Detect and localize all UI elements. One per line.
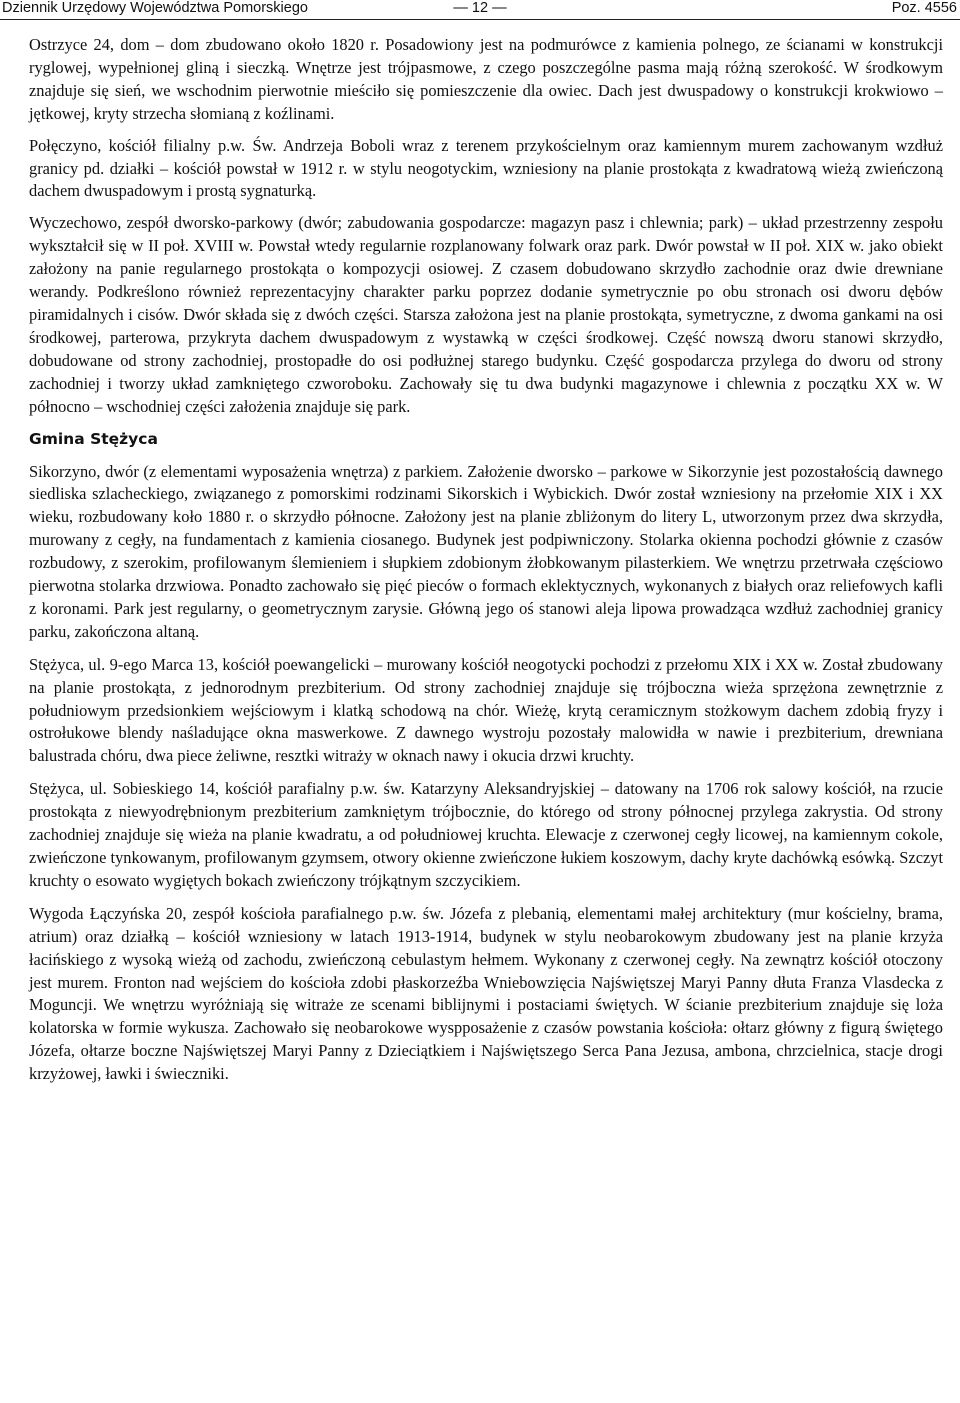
paragraph-wygoda-laczynska: Wygoda Łączyńska 20, zespół kościoła parafialnego p.w. św. Józefa z plebanią, elementami małej architektury (mur kościelny, brama, atrium) oraz działką – kościół wzniesiony w latach 1913-1914, budynek w stylu neobarokowym zbudowany jest na planie krzyża łacińskiego z wysoką wieżą od zachodu, zwieńczoną cebulastym hełmem. Wykonany z czerwonej cegły. Na zewnątrz kościół otoczony jest murem. Fronton nad wejściem do kościoła zdobi płaskorzeźba Wniebowzięcia Najświętszej Maryi Panny dłuta Franza Vlasdecka z Moguncji. We wnętrzu wyróżniają się witraże ze scenami biblijnymi i postaciami świętych. W ścianie prezbiterium znajduje się loża kolatorska w formie wykusza. Zachowało się neobarokowe wyspposażenie z czasów powstania kościoła: ołtarz główny z figurą świętego Józefa, ołtarze boczne Najświętszej Maryi Panny z Dzieciątkiem i Najświętszego Serca Pana Jezusa, ambona, chrzcielnica, stacje drogi krzyżowej, ławki i świeczniki. (29, 903, 943, 1084)
header-rule (0, 19, 960, 20)
position-number: Poz. 4556 (891, 0, 957, 16)
page-header (0, 0, 960, 22)
paragraph-stezyca-sobieskiego: Stężyca, ul. Sobieskiego 14, kościół parafialny p.w. św. Katarzyny Aleksandryjskiej – datowany na 1706 rok salowy kościół, na rzucie prostokąta z niewyodrębnionym prezbiterium zamkniętym trójbocznie, do którego od strony północnej przylega zakrystia. Od strony zachodniej znajduje się wieża na planie kwadratu, a od południowej kruchta. Elewacje z czerwonej cegły licowej, na kamiennym cokole, zwieńczone tynkowanym, profilowanym gzymsem, otwory okienne zwieńczone łukiem koszowym, dachy kryte dachówką esówką. Szczyt kruchty o esowato wygiętych bokach zwieńczony trójkątnym szczycikiem. (29, 779, 943, 890)
paragraph-ostrzyce: Ostrzyce 24, dom – dom zbudowano około 1820 r. Posadowiony jest na podmurówce z kamienia polnego, ze ścianami w konstrukcji ryglowej, wypełnionej gliną i sieczką. Wnętrze jest trójpasmowe, z czego poszczególne pasma mają różną szerokość. W środkowym znajduje się sień, we wschodnim pierwotnie mieściło się pomieszczenie dla owiec. Dach jest dwuspadowy o konstrukcji krokwiowo – jętkowej, kryty strzecha słomianą z koźlinami. (29, 35, 943, 123)
paragraph-stezyca-9-marca: Stężyca, ul. 9-ego Marca 13, kościół poewangelicki – murowany kościół neogotycki pochodzi z przełomu XIX i XX w. Został zbudowany na planie prostokąta, z jednorodnym prezbiterium. Od strony zachodniej znajduje się trójboczna wieża sprzężona zewnętrznie z południowym przedsionkiem wejściowym i klatką schodową na chór. Wieżę, krytą ceramicznym stożkowym dachem zdobią fryzy i ostrołukowe blendy naśladujące okna maswerkowe. Z dawnego wystroju pozostały malowidła w nawie i prezbiterium, drewniana balustrada chóru, dwa piece żeliwne, resztki witraży w oknach nawy i okucia drzwi kruchty. (29, 654, 943, 766)
section-heading: Gmina Stężyca (29, 429, 158, 448)
page-number: — 12 — (453, 0, 507, 16)
document-body (29, 34, 943, 1096)
paragraph-poleczyno: Połęczyno, kościół filialny p.w. Św. Andrzeja Boboli wraz z terenem przykościelnym oraz kamiennym murem zachowanym wzdłuż granicy pd. działki – kościół powstał w 1912 r. w stylu neogotyckim, wzniesiony na planie prostokąta z kwadratową wieżą zwieńczoną dachem dwuspadowym i prostą sygnaturką. (29, 135, 943, 201)
paragraph-sikorzyno: Sikorzyno, dwór (z elementami wyposażenia wnętrza) z parkiem. Założenie dworsko – parkowe w Sikorzynie jest pozostałością dawnego siedliska szlacheckiego, związanego z pomorskimi rodzinami Sikorskich i Wybickich. Dwór został wzniesiony na przełomie XIX i XX wieku, rozbudowany koło 1880 r. o skrzydło północne. Założony jest na planie zbliżonym do litery L, utworzonym przez dwa skrzydła, murowany z cegły, na fundamentach z kamienia ciosanego. Budynek jest podpiwniczony. Stolarka okienna pochodzi głównie z czasów rozbudowy, z szerokim, profilowanym ślemieniem i słupkiem zdobionym żłobkowanym pilasterkiem. We wnętrzu przetrwała częściowo pierwotna stolarka drzwiowa. Ponadto zachowało się pięć pieców o formach eklektycznych, wykonanych z białych oraz reliefowych kafli z koronami. Park jest regularny, o geometrycznym zarysie. Główną jego oś stanowi aleja lipowa prowadząca wzdłuż zachodniej granicy parku, zakończona altaną. (29, 461, 943, 641)
paragraph-wyczechowo: Wyczechowo, zespół dworsko-parkowy (dwór; zabudowania gospodarcze: magazyn pasz i chlewnia; park) – układ przestrzenny zespołu wykształcił się w II poł. XVIII w. Powstał wtedy regularnie rozplanowany folwark oraz park. Dwór powstał w II poł. XIX w. jako obiekt założony na panie regularnego prostokąta o kompozycji osiowej. Z czasem dobudowano skrzydło zachodnie oraz dwie drewniane werandy. Podkreślono również reprezentacyjny charakter parku poprzez dodanie symetrycznie po obu stronach osi dworu dębów piramidalnych i cisów. Dwór składa się z dwóch części. Starsza założona jest na planie prostokąta, symetryczne, z dwoma gankami na osi środkowej, parterowa, przykryta dachem dwuspadowym z wystawką w części środkowej. Część nowszą dworu stanowi skrzydło, dobudowane od strony zachodniej, prostopadłe do osi podłużnej starego budynku. Część gospodarcza przylega do dworu od strony zachodniej i tworzy układ zamkniętego czworoboku. Zachowały się tu dwa budynki magazynowe i chlewnia z początku XX w. W północno – wschodniej części założenia znajduje się park. (29, 213, 943, 416)
journal-title: Dziennik Urzędowy Województwa Pomorskiego (2, 0, 308, 16)
